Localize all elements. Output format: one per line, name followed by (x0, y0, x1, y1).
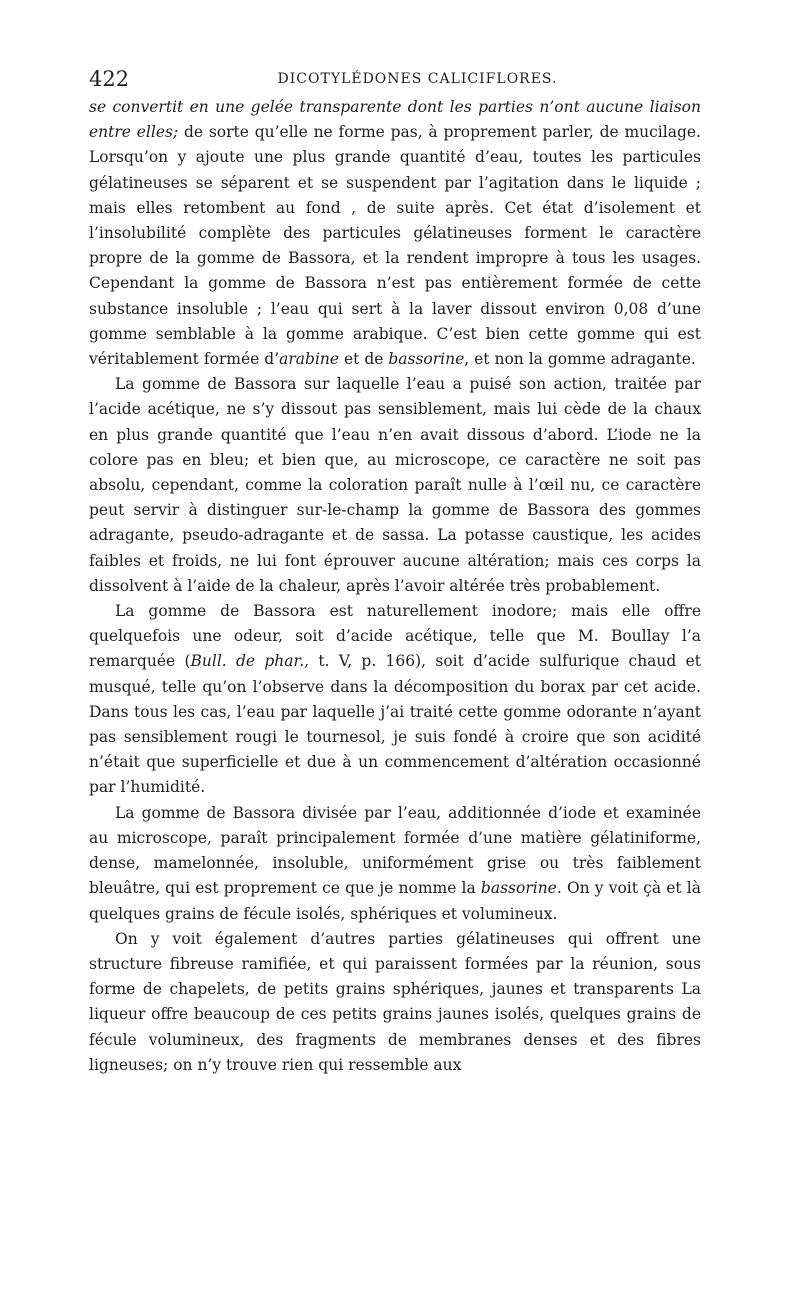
text-segment: bassorine (388, 350, 465, 369)
text-segment: se convertit en une gelée transparente dont les parties n’ont aucune liaison entre elles; (89, 98, 701, 142)
paragraph-3 (89, 599, 701, 801)
text-segment: . On y voit çà et là quelques grains de fécule isolés, sphériques et volumineux. (89, 879, 701, 923)
text-segment: , t. V, p. 166), soit d’acide sulfurique chaud et musqué, telle qu’on l’observe dans la décomposition du borax par cet acide. Dans tous les cas, l’eau par laquelle j’ai traité cette gomme odorante n’ayant pas sensiblement rougi le tournesol, je suis fondé à croire que son acidité n’était que superficielle et due à un commencement d’altération occasionné par l’humidité. (89, 652, 701, 797)
paragraph-2 (89, 372, 701, 599)
running-header (89, 66, 701, 92)
text-segment: La gomme de Bassora sur laquelle l’eau a puisé son action, traitée par l’acide acétique, ne s’y dissout pas sensiblement, mais lui cède de la chaux en plus grande quantité que l’eau n’en avait dissous d’abord. L’iode ne la colore pas en bleu; et bien que, au microscope, ce caractère ne soit pas absolu, cependant, comme la coloration paraît nulle à l’œil nu, ce caractère peut servir à distinguer sur-le-champ la gomme de Bassora des gommes adragante, pseudo-adragante et de sassa. La potasse caustique, les acides faibles et froids, ne lui font éprouver aucune altération; mais ces corps la dissolvent à l’aide de la chaleur, après l’avoir altérée très probablement. (89, 375, 701, 595)
text-segment: La gomme de Bassora est naturellement inodore; mais elle offre quelquefois une odeur, soit d’acide acétique, telle que M. Boullay l’a remarquée ( (89, 602, 701, 671)
text-segment: arabine (279, 350, 340, 369)
text-segment: La gomme de Bassora divisée par l’eau, additionnée d’iode et examinée au microscope, paraît principalement formée d’une matière gélatiniforme, dense, mamelonnée, insoluble, uniformément grise ou très faiblement bleuâtre, qui est proprement ce que je nomme la (89, 803, 701, 898)
paragraph-1 (89, 95, 701, 372)
paragraph-5 (89, 927, 701, 1078)
paragraph-4 (89, 801, 701, 927)
text-segment: de sorte qu’elle ne forme pas, à proprement parler, de mucilage. Lorsqu’on y ajoute une plus grande quantité d’eau, toutes les particules gélatineuses se séparent et se suspendent par l’agitation dans le liquide ; mais elles retombent au fond , de suite après. Cet état d’isolement et l’insolubilité complète des particules gélatineuses forment le caractère propre de la gomme de Bassora, et la rendent impropre à tous les usages. Cependant la gomme de Bassora n’est pas entièrement formée de cette substance insoluble ; l’eau qui sert à la laver dissout environ 0,08 d’une gomme semblable à la gomme arabique. C’est bien cette gomme qui est véritablement formée d’ (89, 123, 701, 369)
text-segment: , et non la gomme adragante. (464, 350, 696, 369)
text-segment: et de (339, 350, 389, 369)
body-text (89, 95, 701, 1078)
text-segment: bassorine (480, 879, 557, 898)
page-number: 422 (89, 67, 130, 91)
running-title: DICOTYLÉDONES CALICIFLORES. (277, 71, 558, 87)
text-segment: On y voit également d’autres parties gélatineuses qui offrent une structure fibreuse ramifiée, et qui paraissent formées par la réunion, sous forme de chapelets, de petits grains sphériques, jaunes et transparents La liqueur offre beaucoup de ces petits grains jaunes isolés, quelques grains de fécule volumineux, des fragments de membranes denses et des fibres ligneuses; on n’y trouve rien qui ressemble aux (89, 929, 701, 1074)
citation: Bull. de phar. (190, 652, 305, 671)
